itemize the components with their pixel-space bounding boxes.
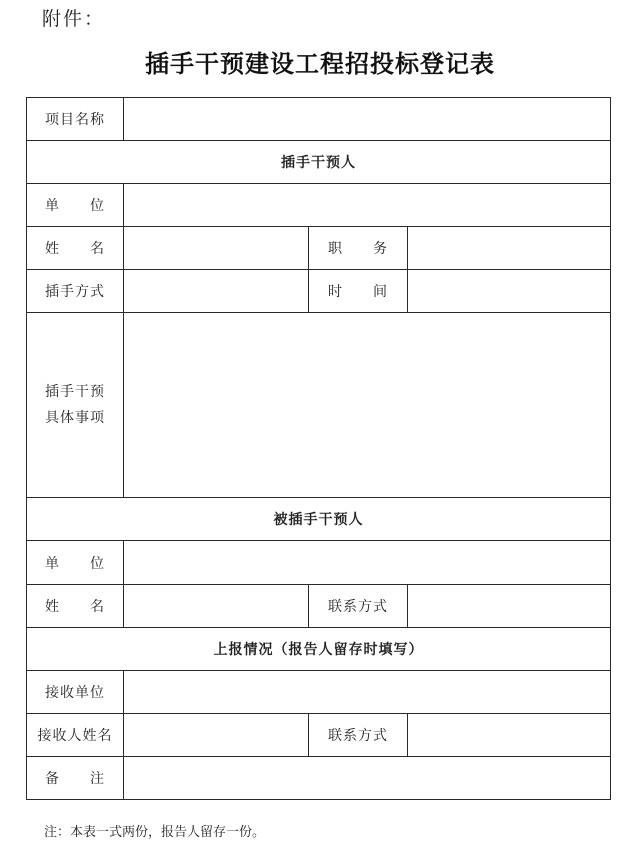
label-remarks: 备 注	[27, 757, 124, 800]
row-unit-2	[27, 541, 611, 585]
row-details	[27, 313, 611, 498]
label-receiver-name: 接收人姓名	[27, 714, 124, 757]
row-remarks	[27, 757, 611, 800]
row-project-name	[27, 98, 611, 141]
field-project-name[interactable]	[124, 98, 611, 141]
field-position[interactable]	[408, 227, 611, 270]
row-intervener-section	[27, 141, 611, 184]
registration-form-table	[26, 97, 611, 800]
label-project-name: 项目名称	[27, 98, 124, 141]
section-intervener: 插手干预人	[27, 141, 611, 184]
row-name-contact	[27, 585, 611, 628]
field-remarks[interactable]	[124, 757, 611, 800]
row-receiver-contact	[27, 714, 611, 757]
label-contact-1: 联系方式	[309, 585, 408, 628]
field-unit-2[interactable]	[124, 541, 611, 585]
label-receiving-unit: 接收单位	[27, 671, 124, 714]
label-unit-1: 单 位	[27, 184, 124, 227]
row-name-position	[27, 227, 611, 270]
field-name-1[interactable]	[124, 227, 309, 270]
field-receiver-name[interactable]	[124, 714, 309, 757]
label-method: 插手方式	[27, 270, 124, 313]
footnote: 注：本表一式两份，报告人留存一份。	[44, 825, 266, 840]
row-receiving-unit	[27, 671, 611, 714]
form-title: 插手干预建设工程招投标登记表	[145, 49, 495, 78]
field-unit-1[interactable]	[124, 184, 611, 227]
label-unit-2: 单 位	[27, 541, 124, 585]
field-contact-1[interactable]	[408, 585, 611, 628]
row-intervened-section	[27, 498, 611, 541]
field-name-2[interactable]	[124, 585, 309, 628]
row-method-time	[27, 270, 611, 313]
row-unit-1	[27, 184, 611, 227]
section-intervened: 被插手干预人	[27, 498, 611, 541]
section-report: 上报情况（报告人留存时填写）	[27, 628, 611, 671]
field-details[interactable]	[124, 313, 611, 498]
label-position: 职 务	[309, 227, 408, 270]
attachment-label: 附件：	[42, 8, 106, 30]
field-receiving-unit[interactable]	[124, 671, 611, 714]
label-details-line1: 插手干预	[45, 384, 105, 400]
label-contact-2: 联系方式	[309, 714, 408, 757]
label-name-1: 姓 名	[27, 227, 124, 270]
label-details-line2: 具体事项	[45, 410, 105, 426]
label-details	[27, 313, 124, 498]
label-name-2: 姓 名	[27, 585, 124, 628]
field-time[interactable]	[408, 270, 611, 313]
label-time: 时 间	[309, 270, 408, 313]
field-method[interactable]	[124, 270, 309, 313]
row-report-section	[27, 628, 611, 671]
field-contact-2[interactable]	[408, 714, 611, 757]
